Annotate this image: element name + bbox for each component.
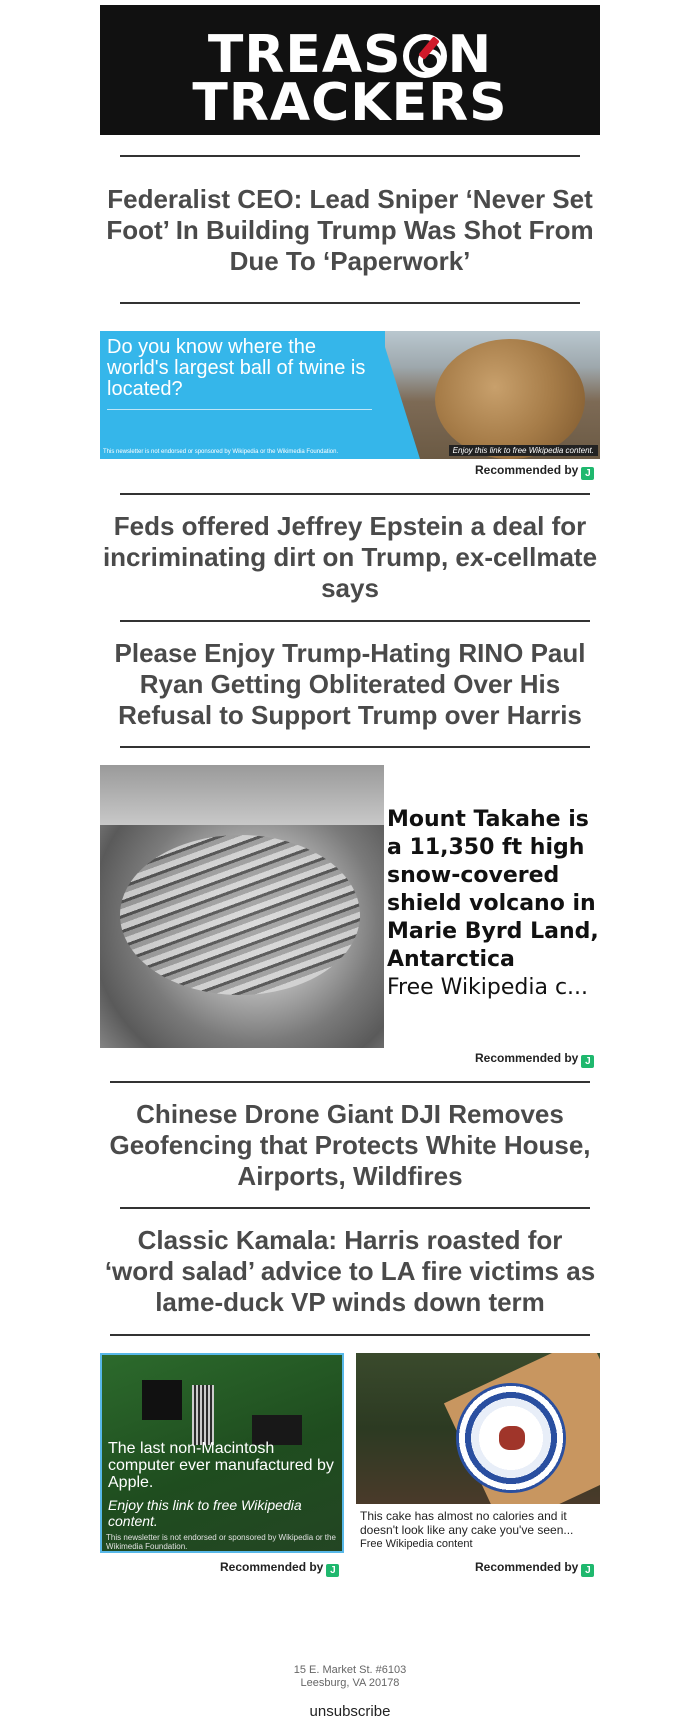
headline-link[interactable]: Federalist CEO: Lead Sniper ‘Never Set Foot’ In Building Trump Was Shot From Due To ‘Paperwork’ [106,184,594,276]
ad-mac-title: The last non-Macintosh computer ever manufactured by Apple. [108,1440,334,1491]
headline-link[interactable]: Chinese Drone Giant DJI Removes Geofencing that Protects White House, Airports, Wildfires [109,1099,591,1191]
recommended-by[interactable] [475,1560,594,1577]
circuit-connector [192,1385,214,1445]
divider [120,155,580,157]
ad-takahe-title: Mount Takahe is a 11,350 ft high snow-covered shield volcano in Marie Byrd Land, Antarctica [387,807,599,972]
divider [120,493,590,495]
recommended-badge-icon: J [581,467,594,480]
recommended-by[interactable] [475,463,594,480]
banner-question: Do you know where the world's largest ball of twine is located? [107,336,366,400]
target-icon [403,34,447,78]
ad-mac-enjoy: Enjoy this link to free Wikipedia content. [108,1497,302,1529]
ad-mac-disclaimer: This newsletter is not endorsed or sponsored by Wikipedia or the Wikimedia Foundation. [106,1533,336,1551]
mount-takahe-image[interactable] [100,765,384,1048]
cake-slice [499,1426,525,1450]
divider [120,1207,590,1209]
circuit-chip [142,1380,182,1420]
recommended-badge-icon: J [581,1564,594,1577]
divider [120,620,590,622]
ad-cake-title: This cake has almost no calories and it doesn't look like any cake you've seen... [360,1509,574,1537]
recommended-by[interactable] [220,1560,339,1577]
ad-card-mac[interactable] [100,1353,344,1553]
cake-image[interactable] [356,1353,600,1504]
logo-text-n: N [447,25,493,85]
recommended-badge-icon: J [581,1055,594,1068]
logo-text-treas: TREAS [207,25,402,85]
twine-ball-image [435,339,585,459]
takahe-volcano [120,835,360,995]
treason-trackers-logo[interactable] [100,5,600,135]
recommended-by[interactable] [475,1051,594,1068]
banner-disclaimer: This newsletter is not endorsed or sponsored by Wikipedia or the Wikimedia Foundation. [103,449,339,455]
takahe-sky [100,765,384,825]
recommended-label: Recommended by [475,1051,579,1065]
recommended-label: Recommended by [475,1560,579,1574]
headline-link[interactable]: Classic Kamala: Harris roasted for ‘word salad’ advice to LA fire victims as lame-duck VP winds down term [104,1225,596,1317]
divider [110,1334,590,1336]
address-line-1: 15 E. Market St. #6103 [293,1664,407,1676]
banner-caption: Enjoy this link to free Wikipedia content. [449,445,598,456]
divider [110,1081,590,1083]
ad-banner-twine[interactable] [100,331,600,459]
ad-cake-source: Free Wikipedia content [360,1538,473,1550]
recommended-badge-icon: J [326,1564,339,1577]
headline-link[interactable]: Please Enjoy Trump-Hating RINO Paul Ryan Getting Obliterated Over His Refusal to Support Trump over Harris [114,638,586,730]
recommended-label: Recommended by [475,463,579,477]
headline-link[interactable]: Feds offered Jeffrey Epstein a deal for incriminating dirt on Trump, ex-cellmate says [102,511,598,603]
ad-takahe-source: Free Wikipedia c... [387,975,589,1000]
divider [120,302,580,304]
unsubscribe-link[interactable]: unsubscribe [309,1703,391,1720]
banner-divider [107,409,372,410]
ad-takahe-text[interactable] [387,806,602,1002]
address-line-2: Leesburg, VA 20178 [300,1677,400,1689]
recommended-label: Recommended by [220,1560,324,1574]
logo-line-2: TRACKERS [192,73,508,133]
ad-cake-text[interactable] [360,1509,596,1551]
divider [120,746,590,748]
footer-address [100,1664,600,1690]
